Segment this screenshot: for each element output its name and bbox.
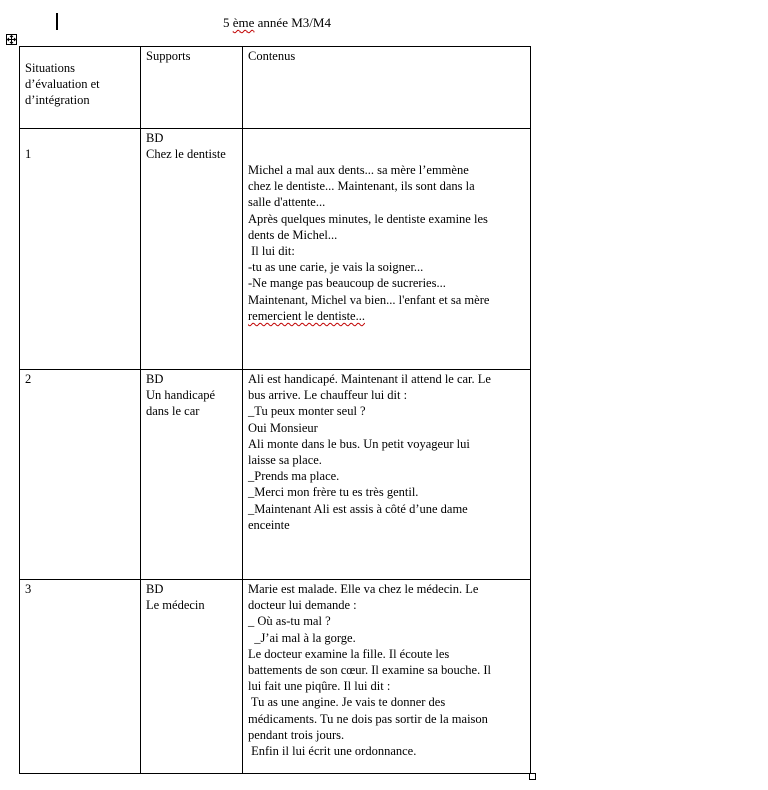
content-line: _Prends ma place. <box>248 469 340 484</box>
support-line: Un handicapé <box>146 388 216 403</box>
support-cell[interactable] <box>141 370 243 580</box>
row-number: 2 <box>25 372 32 386</box>
content-line: battements de son cœur. Il examine sa bouche. Il <box>248 663 491 678</box>
content-line: bus arrive. Le chauffeur lui dit : <box>248 388 408 403</box>
content-line: Maintenant, Michel va bien... l'enfant et sa mère <box>248 292 490 307</box>
support-cell[interactable] <box>141 129 243 370</box>
support-line: Chez le dentiste <box>146 147 226 162</box>
table-row <box>20 129 531 370</box>
row-number: 1 <box>25 147 32 161</box>
support-line: Le médecin <box>146 598 205 613</box>
content-line: _ Où as-tu mal ? <box>248 614 331 629</box>
content-table <box>19 46 531 774</box>
content-line: dents de Michel... <box>248 227 338 242</box>
content-line: Marie est malade. Elle va chez le médecin. Le <box>248 582 479 596</box>
content-line: Après quelques minutes, le dentiste examine les <box>248 211 488 226</box>
header-situations-line: d’évaluation et <box>25 77 100 92</box>
table-resize-handle[interactable] <box>529 773 536 780</box>
content-cell[interactable] <box>243 129 531 370</box>
row-number-cell[interactable] <box>20 580 141 774</box>
table-row <box>20 370 531 580</box>
header-contenus[interactable] <box>243 47 531 129</box>
content-line: Oui Monsieur <box>248 420 318 435</box>
table-header-row <box>20 47 531 129</box>
content-line: _Tu peux monter seul ? <box>248 404 366 419</box>
content-line: enceinte <box>248 517 290 532</box>
text-cursor <box>56 13 58 30</box>
content-line: Michel a mal aux dents... sa mère l’emmène <box>248 163 469 177</box>
content-line: médicaments. Tu ne dois pas sortir de la maison <box>248 711 488 726</box>
content-line: Enfin il lui écrit une ordonnance. <box>248 744 417 759</box>
content-line: -tu as une carie, je vais la soigner... <box>248 260 424 275</box>
header-contenus-label: Contenus <box>248 49 296 63</box>
content-line: Il lui dit: <box>248 244 295 259</box>
content-line: Ali monte dans le bus. Un petit voyageur lui <box>248 436 470 451</box>
content-line: chez le dentiste... Maintenant, ils sont dans la <box>248 179 475 194</box>
header-supports-label: Supports <box>146 49 191 63</box>
row-number-cell[interactable] <box>20 129 141 370</box>
header-supports[interactable] <box>141 47 243 129</box>
support-line: dans le car <box>146 404 200 419</box>
support-cell[interactable] <box>141 580 243 774</box>
content-line: Ali est handicapé. Maintenant il attend le car. Le <box>248 372 491 386</box>
content-line: _Merci mon frère tu es très gentil. <box>248 485 419 500</box>
content-line: Tu as une angine. Je vais te donner des <box>248 695 446 710</box>
content-cell[interactable] <box>243 580 531 774</box>
table-move-handle-icon[interactable] <box>6 34 17 45</box>
content-line: Le docteur examine la fille. Il écoute les <box>248 646 450 661</box>
row-number-cell[interactable] <box>20 370 141 580</box>
content-line: remercient le dentiste... <box>248 308 365 323</box>
header-situations-line: Situations <box>25 61 76 75</box>
content-cell[interactable] <box>243 370 531 580</box>
content-line: lui fait une piqûre. Il lui dit : <box>248 679 391 694</box>
content-line: laisse sa place. <box>248 453 322 468</box>
support-line: BD <box>146 131 164 145</box>
support-line: BD <box>146 582 164 596</box>
table-row <box>20 580 531 774</box>
content-line: docteur lui demande : <box>248 598 357 613</box>
content-line: pendant trois jours. <box>248 727 345 742</box>
header-situations-line: d’intégration <box>25 93 90 108</box>
support-line: BD <box>146 372 164 386</box>
header-situations[interactable] <box>20 47 141 129</box>
content-line: -Ne mange pas beaucoup de sucreries... <box>248 276 446 291</box>
page-title: 5 ème année M3/M4 <box>223 15 331 30</box>
row-number: 3 <box>25 582 32 596</box>
content-line: salle d'attente... <box>248 195 326 210</box>
content-line: _Maintenant Ali est assis à côté d’une dame <box>248 501 468 516</box>
content-line: _J’ai mal à la gorge. <box>248 630 356 645</box>
